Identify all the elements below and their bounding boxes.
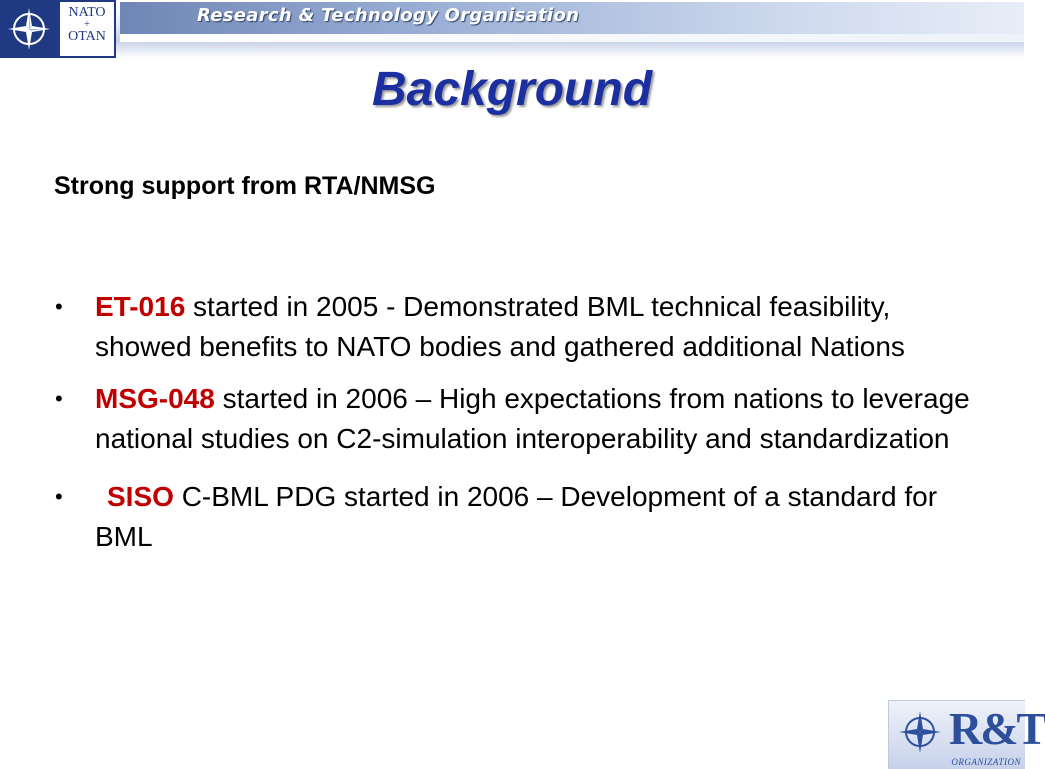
bullet-key: ET-016 xyxy=(95,291,186,322)
bullet-item xyxy=(55,477,975,557)
bullet-item xyxy=(55,379,975,459)
nato-compass-icon xyxy=(895,707,945,757)
nato-compass-icon xyxy=(2,2,56,56)
rt-organization-logo xyxy=(888,700,1045,769)
nato-text-line1: NATO xyxy=(68,5,106,20)
rt-caption: ORGANIZATION xyxy=(951,757,1021,767)
slide-title: Background xyxy=(371,63,653,116)
bullet-text: C-BML PDG started in 2006 – Development of a standard for BML xyxy=(95,481,938,552)
bullet-key: MSG-048 xyxy=(95,383,215,414)
bullet-text: started in 2005 - Demonstrated BML technical feasibility, showed benefits to NATO bodies and gathered additional Nations xyxy=(95,291,905,362)
subheading: Strong support from RTA/NMSG xyxy=(54,172,436,200)
bullet-item xyxy=(55,287,975,367)
bullet-marker: • xyxy=(55,294,63,319)
nato-text-line2: OTAN xyxy=(68,29,106,44)
bullet-marker: • xyxy=(55,484,63,509)
bullet-list xyxy=(55,287,975,569)
bullet-marker: • xyxy=(55,386,63,411)
nato-logo xyxy=(0,0,116,58)
header-strip-lower xyxy=(120,34,1024,42)
rt-letters: R&T xyxy=(949,703,1045,754)
nato-wordmark xyxy=(60,2,114,56)
nato-text-separator: + xyxy=(84,19,90,30)
header-band xyxy=(0,0,1024,58)
bullet-text: started in 2006 – High expectations from nations to leverage national studies on C2-simulation interoperability and standardization xyxy=(95,383,970,454)
organisation-title: Research & Technology Organisation xyxy=(197,5,580,26)
bullet-key: SISO xyxy=(107,481,174,512)
